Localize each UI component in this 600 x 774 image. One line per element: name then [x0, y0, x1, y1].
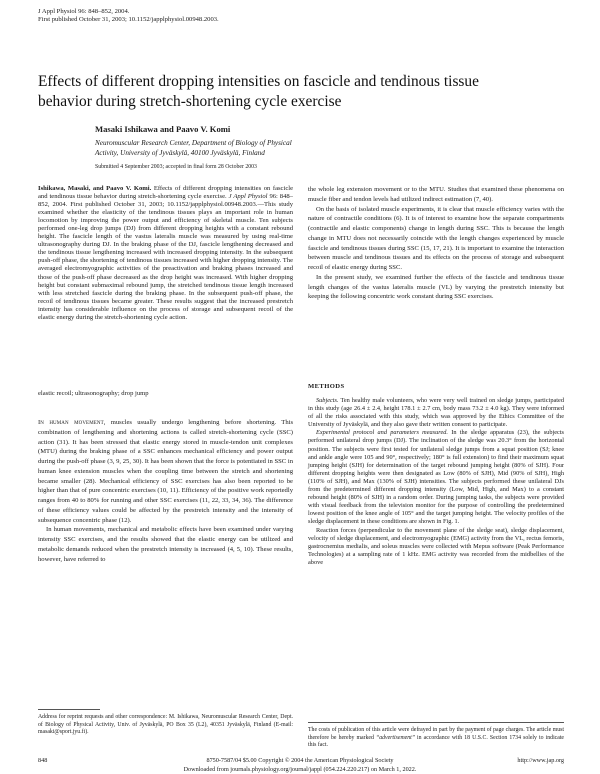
- journal-url[interactable]: http://www.jap.org: [517, 757, 564, 764]
- submission-dates: Submitted 4 September 2003; accepted in final form 28 October 2003: [95, 164, 257, 170]
- correspondence-footnote: Address for reprint requests and other correspondence: M. Ishikawa, Neuromuscular Research Center, Dept. of Biology of Physical Activity, Univ. of Jyväskylä, PO Box 35 (L2), 40351 Jyväskylä, Finland (E-mail: masaki@sport.jyu.fi).: [38, 714, 293, 736]
- page-number: 848: [38, 757, 48, 764]
- abstract-journal: J Appl Physiol: [228, 193, 268, 201]
- article-title: Effects of different dropping intensities on fascicle and tendinous tissue behavior during stretch-shortening cycle exercise: [38, 73, 479, 110]
- abstract-body: 96: 848–852, 2004. First published October 31, 2003; 10.1152/japplphysiol.00948.2003.—This study examined whether the elasticity of the tendinous tissues plays an important role in human locomotion by improving the power output and efficiency of skeletal muscle. Ten subjects performed one-leg drop jumps (DJ) from different dropping heights with a constant rebound height. The fascicle length of the vastus lateralis muscle was measured by using real-time ultrasonography during DJ. In the braking phase of the DJ, fascicle lengthening decreased and the tendinous tissue lengthening increased with increased dropping intensity. In the subsequent push-off phase, the shortening of tendinous tissues increased with higher dropping intensity. The averaged electromyographic activities of the preactivation and braking phases increased and those of the push-off phase decreased as the drop height was increased. With higher dropping height but constant submaximal rebound jump, the stretched tendinous tissue length increased with less stretched fascicle during the braking phase. In the subsequent push-off phase, the recoil of tendinous tissues became greater. These results suggest that the increased prestretch intensity has considerable influence on the process of storage and subsequent recoil of the elastic energy during the stretch-shortening cycle action.: [38, 193, 293, 321]
- protocol-text: In the sledge apparatus (23), the subjects performed unilateral drop jumps (DJ). The inclination of the sledge was 20.3° from the horizontal position. The subjects were first tested for unilateral sledge jumps from a squat position (SJ; knee and ankle angle were 105 and 90°, respectively; 180° is full extension) to find their maximum squat jumping height (SJH) for determination of the target rebound jumping height (80% of SJH). Four different dropping heights were then designated as Low (80% of SJH), Mid (90% of SJH), High (110% of SJH), and Max (130% of SJH) intensities. The subjects performed these unilateral DJs from the predetermined different dropping intensity (Low, Mid, High, and Max) to a constant rebound height (80% of SJH) in a random order. During jumping tasks, the subjects were provided with visual feedback from the television monitor for the purpose of controlling the predetermined lowest position of the knee angle of 105° and the target jumping height. The velocity profiles of the sledge displacement in these conditions are shown in Fig. 1.: [308, 429, 565, 526]
- footnote-rule-left: [38, 709, 100, 710]
- authors: Masaki Ishikawa and Paavo V. Komi: [95, 124, 231, 134]
- methods-paragraph-3: Reaction forces (perpendicular to the movement plane of the sledge seat), sledge displacement, velocity of sledge displacement, and electromyographic (EMG) activity from the VL, rectus femoris, gastrocnemius medialis, and soleus muscles were collected with Mepus software (Peak Performance Technologies) at a sampling rate of 1 kHz. EMG activity was recorded from the midbellies of the above: [308, 526, 564, 566]
- download-notice: Downloaded from journals.physiology.org/journal/jappl (054.224.220.217) on March 1, 2022.: [183, 766, 417, 773]
- protocol-label: Experimental protocol and parameters measured.: [316, 429, 449, 437]
- abstract-title-ref: Effects of different dropping intensities on fascicle and tendinous tissue behavior during stretch-shortening cycle exercise.: [38, 185, 293, 201]
- intro-p1-text: muscles usually undergo lengthening before shortening. This combination of lengthening and shortening actions is called stretch-shortening cycle (SSC) action (31). It has been stressed that elastic energy stored in muscle-tendon unit complexes (MTU) during the braking phase of a SSC enhances mechanical efficiency and power output during the push-off phase (3, 9, 25, 30). It has been shown that the force is potentiated in SSC in human knee extension muscles when the coupling time between the stretch and shortening became smaller (28). Mechanical efficiency of SSC exercises has also been reported to be higher than that of pure concentric exercises (10, 11). Efficiency of the positive work reportedly ranges from 40 to 80% for running and other SSC exercises (11, 22, 33, 34, 36). The difference of these efficiency values could be affected by the prestretch intensity and the intensity of subsequence concentric phase (12).: [38, 419, 294, 524]
- methods-heading: METHODS: [308, 383, 345, 390]
- methods-protocol: [308, 429, 564, 526]
- methods-subjects: [308, 397, 564, 429]
- journal-citation: J Appl Physiol 96: 848–852, 2004.: [38, 8, 130, 15]
- costs-text-c: in accordance with 18 U.S.C. Section 1734 solely to indicate this fact.: [308, 734, 565, 749]
- affiliation: [95, 138, 292, 159]
- subjects-text: Ten healthy male volunteers, who were very well trained on sledge jumps, participated in this study (age 26.4 ± 2.4, height 178.1 ± 2.7 cm, body mass 73.2 ± 4.0 kg). They were informed of all the risks associated with this study, which was approved by the Ethics Committee of the University of Jyväskylä, and they also gave their written consent to participate.: [308, 397, 564, 429]
- right-paragraph-1: the whole leg extension movement or to the MTU. Studies that examined these phenomena on muscle fiber and tendon levels had utilized indirect estimation (7, 40).: [308, 186, 564, 203]
- right-paragraph-2: On the basis of isolated muscle experiments, it is clear that muscle efficiency varies with the nature of contractile conditions (6). It is of interest to examine how the separate compartments (contractile and elastic components) change in length during SSC. This is because the length change in MTU does not necessarily coincide with the length changes experienced by muscle fascicle and tendinous tissues during SSC (15, 17, 21). It is important to examine the interaction between muscle and tendinous tissues and its effects on the process of storage and subsequent recoil of elastic energy during SSC.: [308, 205, 564, 271]
- abstract-lead: Ishikawa, Masaki, and Paavo V. Komi.: [38, 185, 152, 192]
- publication-costs-footnote: [308, 727, 564, 750]
- intro-lead: In human movement,: [38, 419, 106, 426]
- right-column-intro: [308, 185, 564, 302]
- costs-text-advertisement: “advertisement”: [375, 734, 415, 741]
- subjects-label: Subjects.: [316, 397, 339, 404]
- right-paragraph-3: In the present study, we examined further the effects of the fascicle and tendinous tissue length changes of the vastus lateralis muscle (VL) by varying the prestretch intensity but keeping the following concentric work constant during SSC exercises.: [308, 273, 564, 301]
- footnote-rule-right: [308, 722, 564, 723]
- abstract: [38, 185, 293, 322]
- affiliation-line-1: Neuromuscular Research Center, Department of Biology of Physical: [95, 139, 292, 147]
- keywords: elastic recoil; ultrasonography; drop jump: [38, 390, 149, 397]
- intro-paragraph-1: [38, 418, 293, 525]
- methods-section: [308, 397, 564, 567]
- running-header: [38, 8, 219, 24]
- introduction: [38, 418, 293, 564]
- affiliation-line-2: Activity, University of Jyväskylä, 40100 Jyväskylä, Finland: [95, 149, 265, 158]
- costs-text-a: The costs of publication of this article were defrayed in part by the payment of page charges. The article must therefore be hereby marked: [308, 727, 564, 741]
- intro-paragraph-2: In human movements, mechanical and metabolic effects have been examined under varying intensity SSC exercises, and the results showed that the elastic energy can be utilized and metabolic demands reduced when the prestretch intensity is increased (4, 5, 10). These results, however, have referred to: [38, 526, 293, 563]
- footer-copyright: 8750-7587/04 $5.00 Copyright © 2004 the American Physiological Society: [206, 757, 394, 764]
- first-published-line: First published October 31, 2003; 10.1152/japplphysiol.00948.2003.: [38, 16, 219, 24]
